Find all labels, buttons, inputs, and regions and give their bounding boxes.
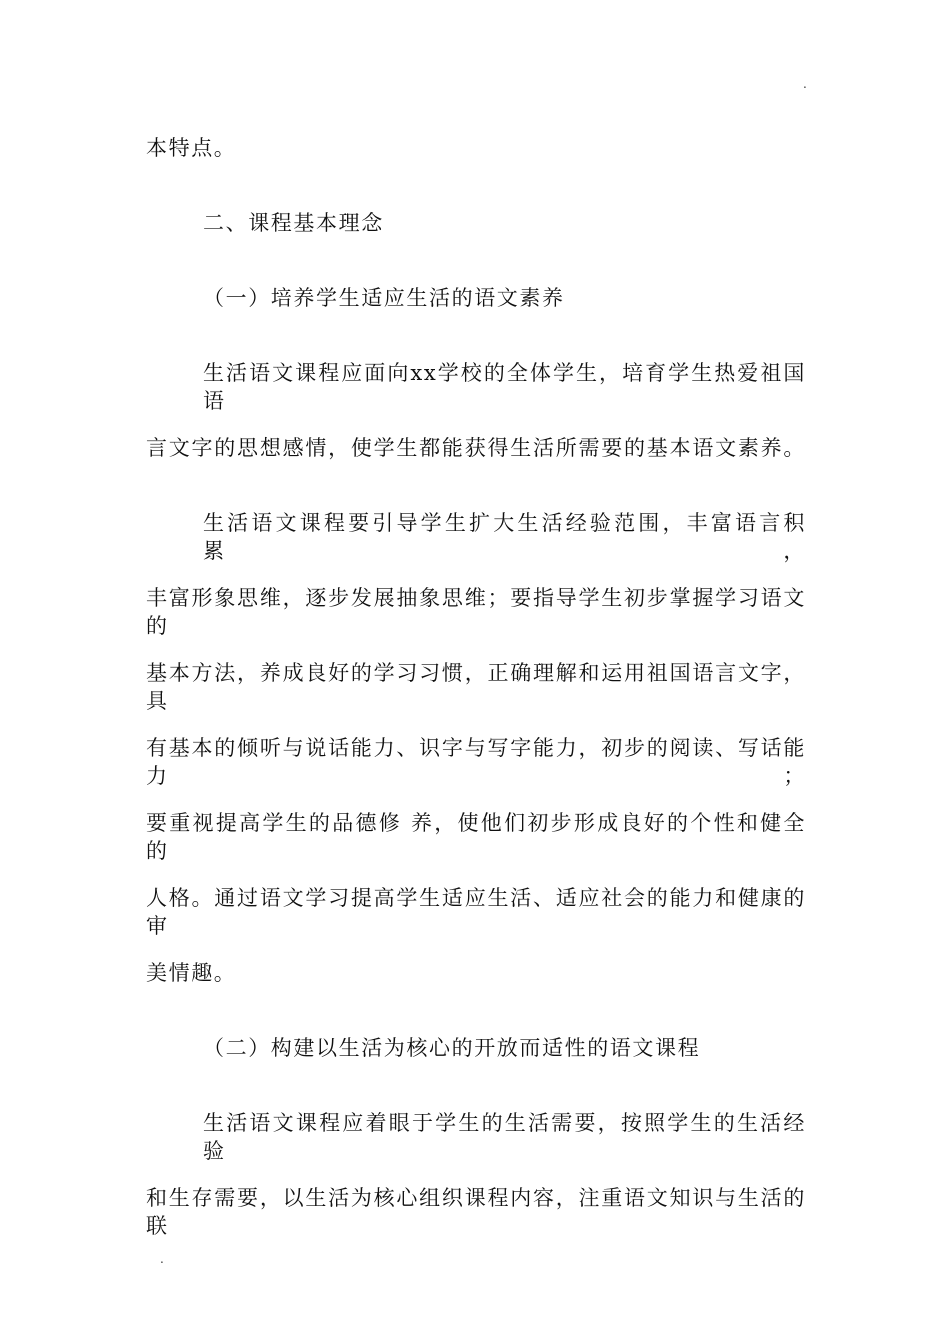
paragraph-line: 本特点。 <box>146 136 237 160</box>
subsection-heading: （一）培养学生适应生活的语文素养 <box>203 286 565 310</box>
subsection-heading: （二）构建以生活为核心的开放而适性的语文课程 <box>203 1036 701 1060</box>
paragraph-line: 美情趣。 <box>146 961 237 985</box>
paragraph-line: 言文字的思想感情，使学生都能获得生活所需要的基本语文素养。 <box>146 436 806 460</box>
paragraph-line: 有基本的倾听与说话能力、识字与写字能力，初步的阅读、写话能力； <box>146 736 806 788</box>
paragraph-line: 生活语文课程应着眼于学生的生活需要，按照学生的生活经验 <box>203 1111 806 1163</box>
paragraph-line: 和生存需要，以生活为核心组织课程内容，注重语文知识与生活的联 <box>146 1186 806 1238</box>
paragraph-line: 要重视提高学生的品德修 养，使他们初步形成良好的个性和健全的 <box>146 811 806 863</box>
paragraph-line: 人格。通过语文学习提高学生适应生活、适应社会的能力和健康的审 <box>146 886 806 938</box>
section-heading: 二、课程基本理念 <box>203 211 384 235</box>
paragraph-line: 丰富形象思维，逐步发展抽象思维；要指导学生初步掌握学习语文的 <box>146 586 806 638</box>
page-corner-mark-top: . <box>803 77 807 91</box>
paragraph-line: 基本方法，养成良好的学习习惯，正确理解和运用祖国语言文字，具 <box>146 661 806 713</box>
page-corner-mark-bottom: . <box>160 1252 164 1266</box>
paragraph-line: 生活语文课程要引导学生扩大生活经验范围，丰富语言积累， <box>203 511 806 563</box>
paragraph-line: 生活语文课程应面向xx学校的全体学生，培育学生热爱祖国语 <box>203 361 806 413</box>
